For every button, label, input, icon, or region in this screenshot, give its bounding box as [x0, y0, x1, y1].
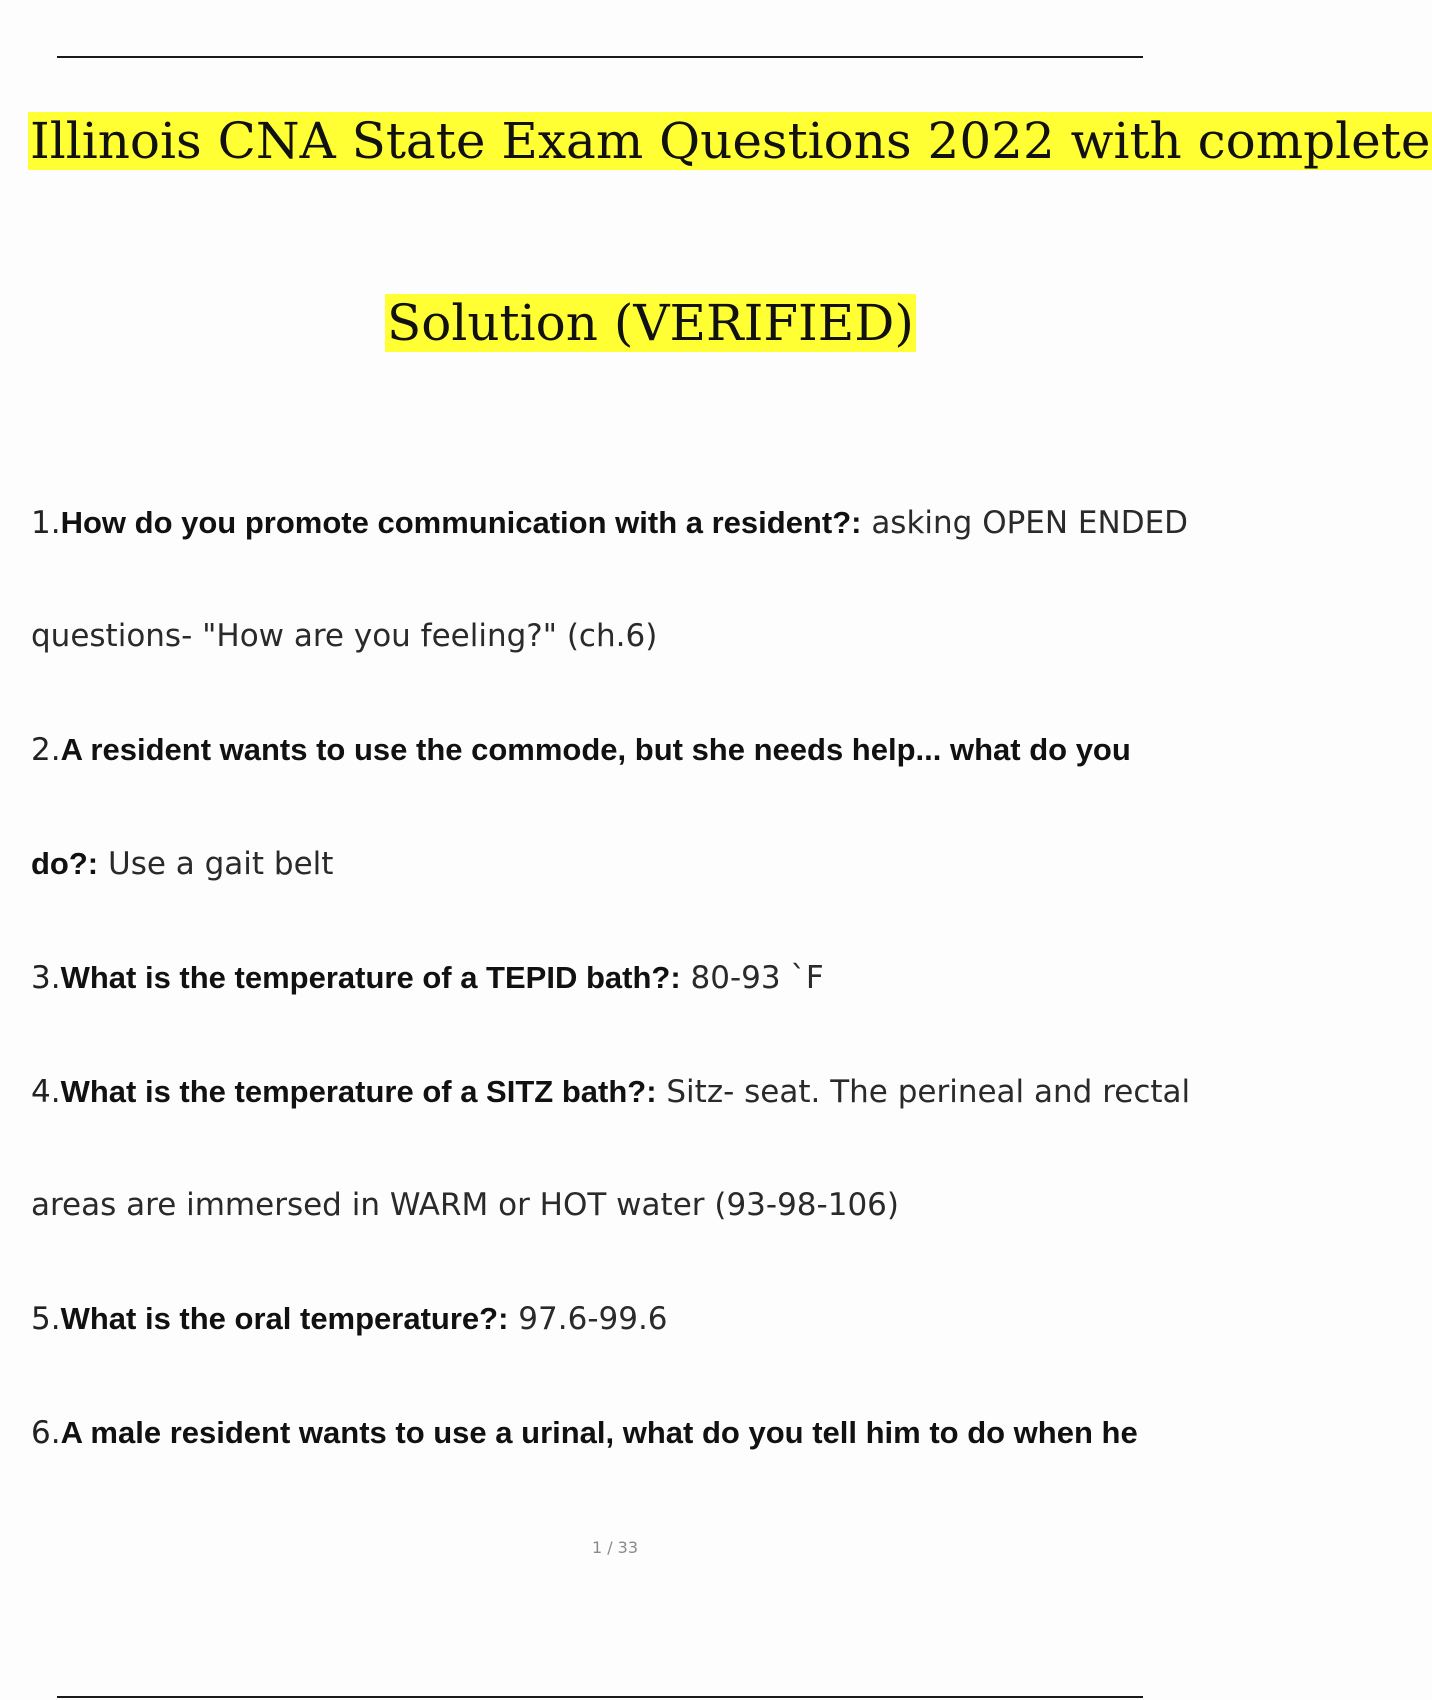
item-number: 3.	[31, 960, 61, 996]
question-text: What is the oral temperature?:	[60, 1301, 509, 1336]
document-title-line-2	[385, 292, 916, 354]
question-text: How do you promote communication with a resident?:	[60, 505, 862, 540]
list-item	[31, 693, 1193, 921]
question-text: What is the temperature of a SITZ bath?:	[60, 1074, 657, 1109]
list-item	[31, 1376, 1193, 1490]
question-text: A male resident wants to use a urinal, what do you tell him to do when he	[60, 1415, 1138, 1450]
item-number: 4.	[31, 1074, 61, 1110]
document-title-line-1	[28, 110, 1432, 172]
title-highlight: Illinois CNA State Exam Questions 2022 with complete	[30, 112, 1431, 170]
list-item	[31, 466, 1193, 693]
list-item	[31, 1035, 1193, 1262]
list-item	[31, 1262, 1193, 1376]
answer-text: 97.6-99.6	[518, 1301, 668, 1337]
item-number: 1.	[31, 505, 61, 541]
bottom-rule	[57, 1696, 1143, 1698]
item-number: 6.	[31, 1415, 61, 1451]
item-number: 5.	[31, 1301, 61, 1337]
question-text: What is the temperature of a TEPID bath?:	[60, 960, 681, 995]
top-rule	[57, 56, 1143, 58]
title-highlight: Solution (VERIFIED)	[387, 294, 914, 352]
page-indicator: 1 / 33	[591, 1538, 639, 1557]
question-list	[31, 466, 1193, 1490]
answer-text: Sitz- seat. The perineal and rectal areas are immersed in WARM or HOT water (93-98-106)	[31, 1074, 1191, 1223]
item-number: 2.	[31, 732, 61, 768]
answer-text: Use a gait belt	[108, 846, 334, 882]
answer-text: asking OPEN ENDED questions- "How are you feeling?" (ch.6)	[31, 505, 1189, 654]
list-item	[31, 921, 1193, 1035]
answer-text: 80-93 `F	[690, 960, 824, 996]
question-text: A resident wants to use the commode, but she needs help... what do you do?:	[31, 732, 1131, 881]
